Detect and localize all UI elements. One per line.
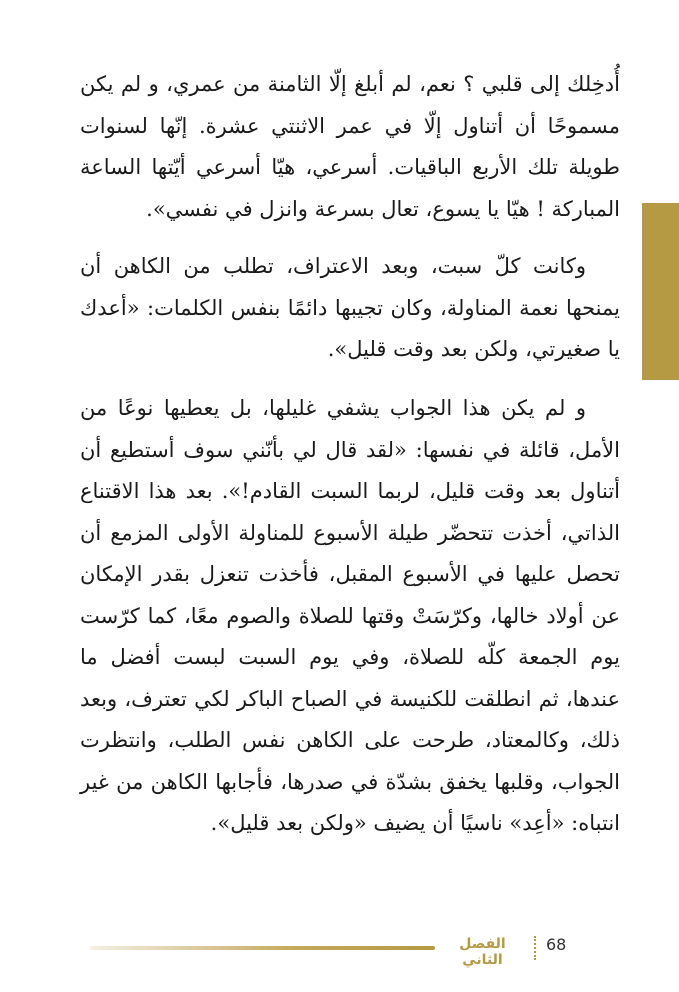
page-number: 68	[546, 935, 567, 954]
page-footer	[0, 930, 679, 970]
chapter-side-tab	[642, 203, 679, 380]
footer-rule	[90, 946, 435, 950]
footer-chapter-title: الفصل الثاني	[459, 936, 506, 968]
footer-divider	[534, 936, 536, 960]
paragraph-1	[80, 64, 620, 230]
paragraph-3	[80, 388, 620, 845]
paragraph-2-text: وكانت كلّ سبت، وبعد الاعتراف، تطلب من الكاهن أن يمنحها نعمة المناولة، وكان تجيبها دائمًا بنفس الكلمات: «أعدك يا صغيرتي، ولكن بعد وقت قليل».	[80, 254, 620, 361]
paragraph-3-text: و لم يكن هذا الجواب يشفي غليلها، بل يعطيها نوعًا من الأمل، قائلة في نفسها: «لقد قال لي بأنّني سوف أستطيع أن أتناول بعد وقت قليل، لربما السبت القادم!». بعد هذا الاقتناع الذاتي، أخذت تتحضّر طيلة الأسبوع للمناولة الأولى المزمع أن تحصل عليها في الأسبوع المقبل، فأخذت تنعزل بقدر الإمكان عن أولاد خالها، وكرّسَتْ وقتها للصلاة والصوم معًا، كما كرّست يوم الجمعة كلّه للصلاة، وفي يوم السبت لبست أفضل ما عندها، ثم انطلقت للكنيسة في الصباح الباكر لكي تعترف، وبعد ذلك، وكالمعتاد، طرحت على الكاهن نفس الطلب، وانتظرت الجواب، وقلبها يخفق بشدّة في صدرها، فأجابها الكاهن من غير انتباه: «أعِد» ناسيًا أن يضيف «ولكن بعد قليل».	[80, 396, 620, 835]
paragraph-1-text: أُدخِلك إلى قلبي ؟ نعم، لم أبلغ إلّا الثامنة من عمري، و لم يكن مسموحًا أن أتناول إلّا في عمر الاثنتي عشرة. إنّها لسنوات طويلة تلك الأربع الباقيات. أسرعي، هيّا أسرعي أيّتها الساعة المباركة ! هيّا يا يسوع، تعال بسرعة وانزل في نفسي».	[80, 72, 620, 221]
paragraph-2	[80, 246, 620, 371]
